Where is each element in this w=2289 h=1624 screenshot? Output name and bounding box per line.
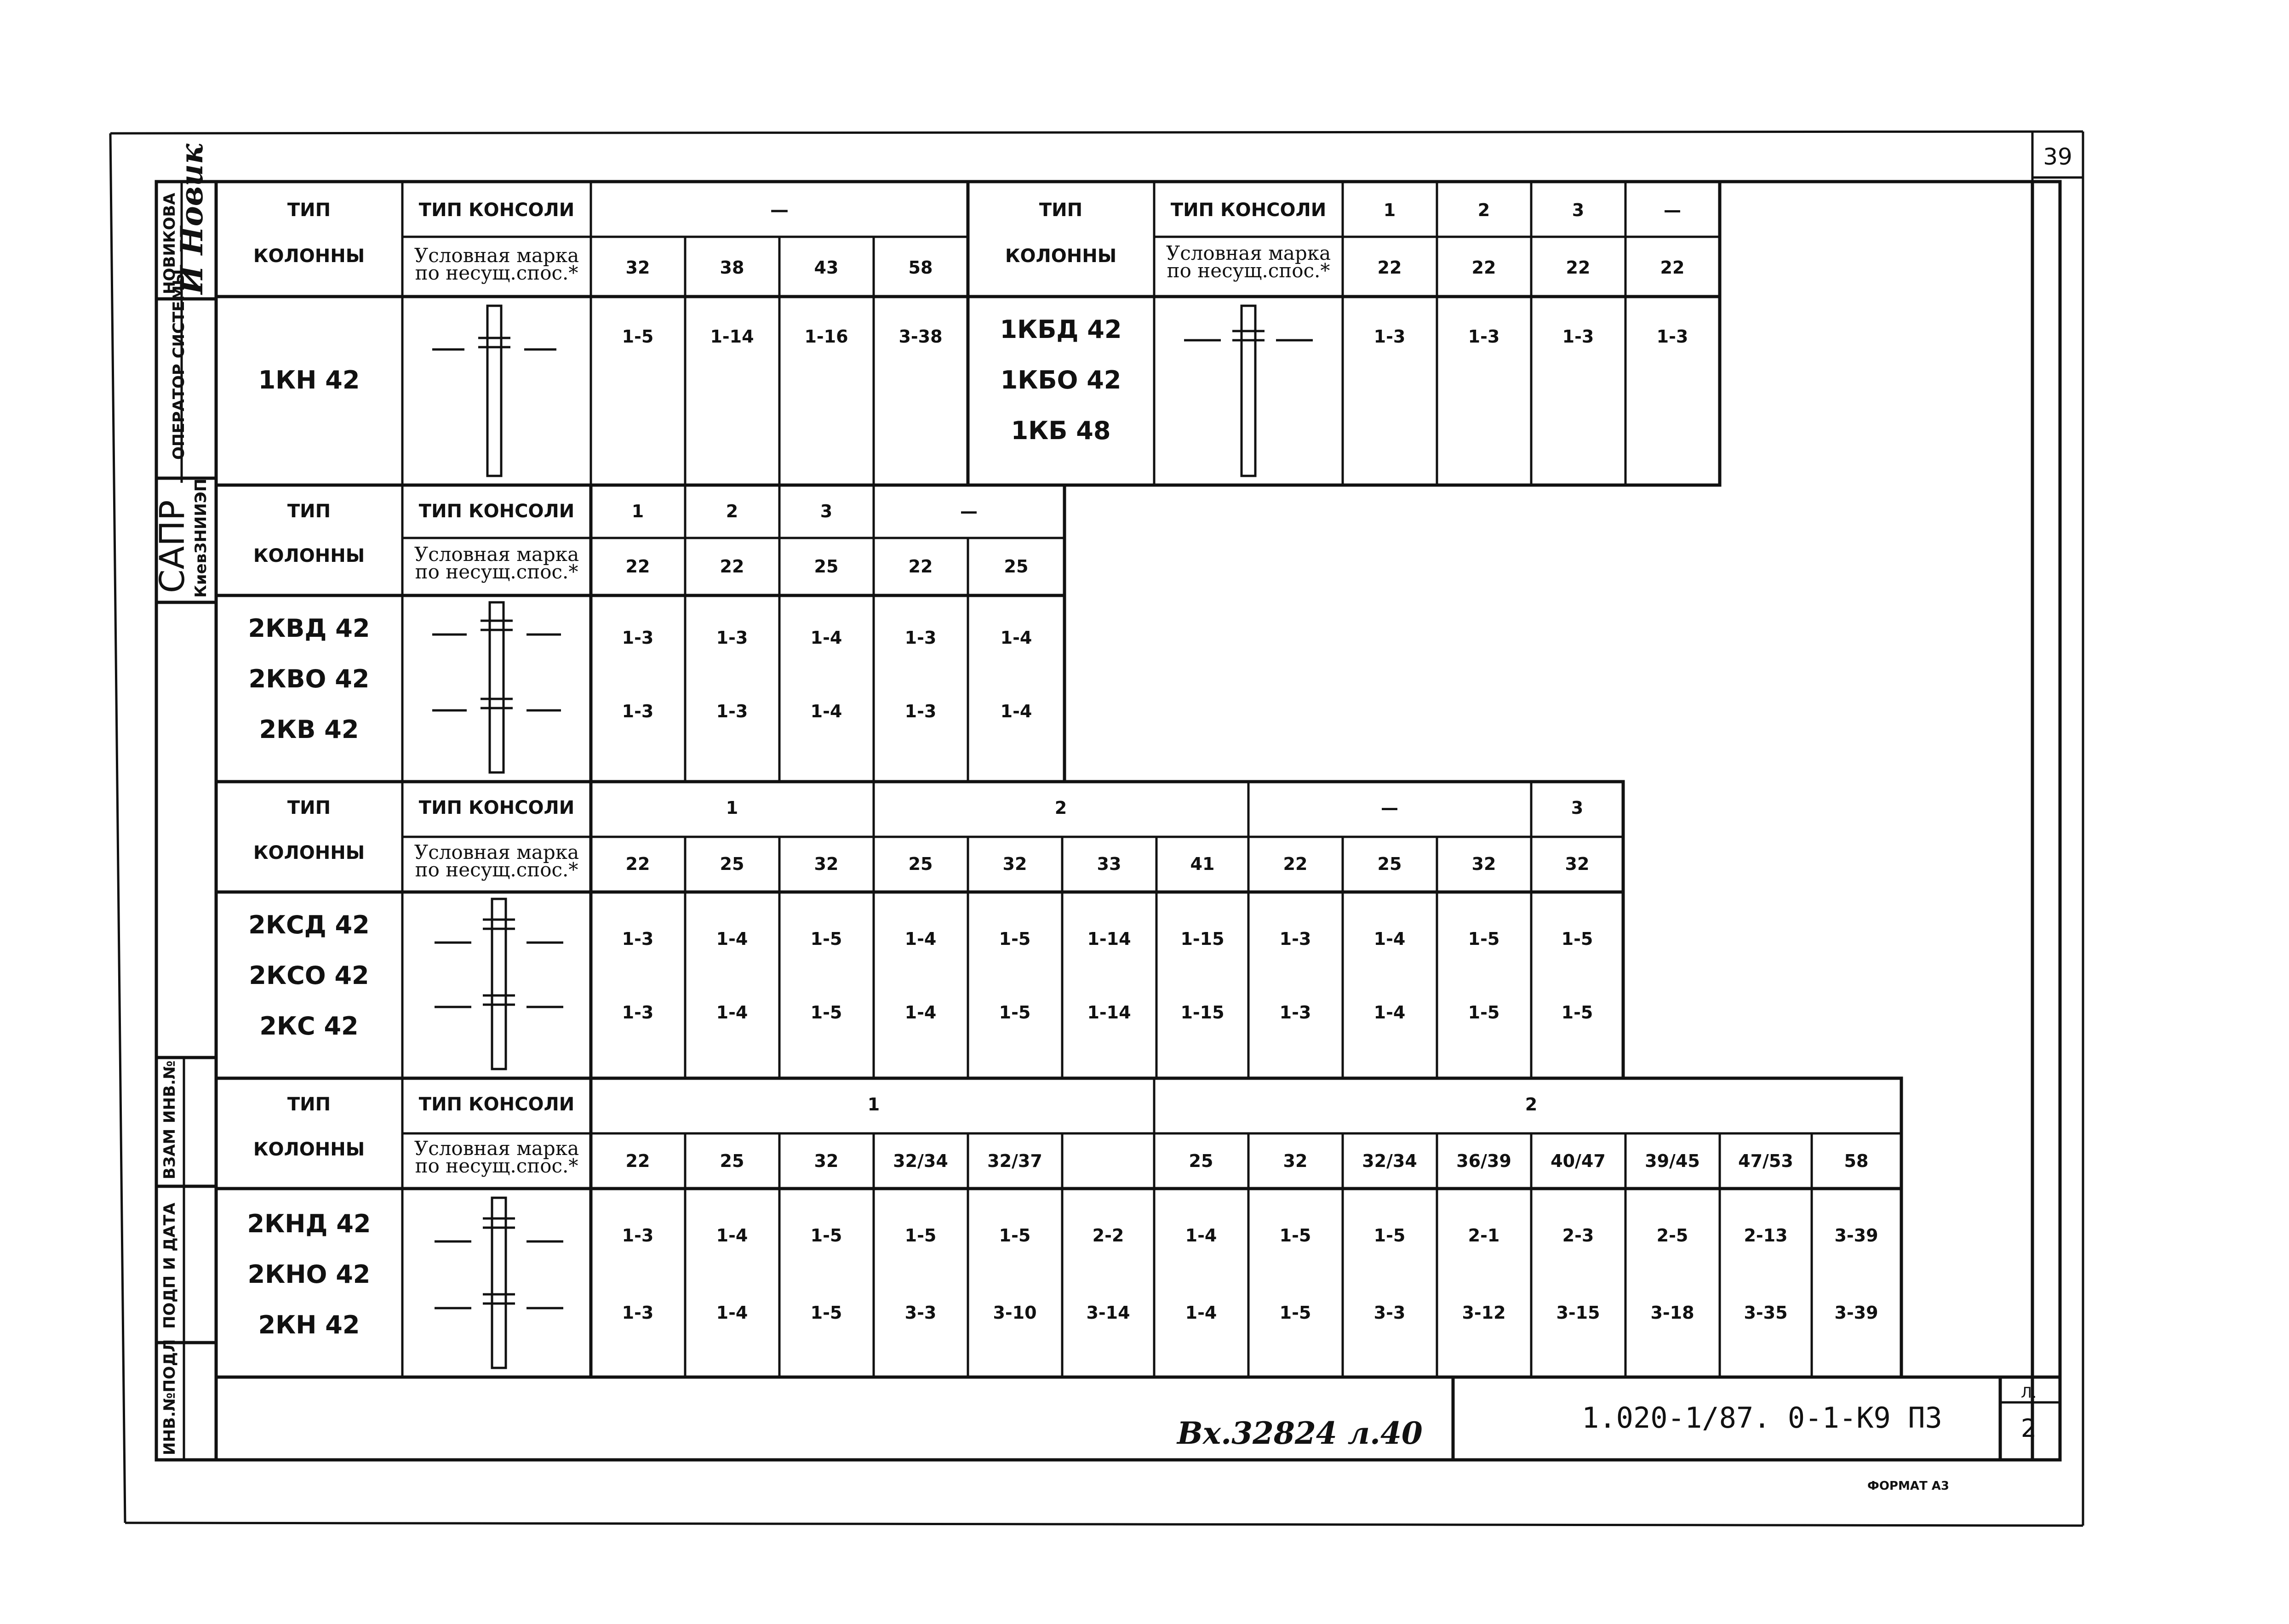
t1b-group: — bbox=[1664, 200, 1681, 220]
t2-column-name: 2КВ 42 bbox=[259, 715, 359, 744]
t1b-mark-val: 22 bbox=[1566, 257, 1591, 278]
t4-mark-val: 25 bbox=[1189, 1151, 1213, 1171]
handwritten-registration: Вх.32824 л.40 bbox=[1177, 1415, 1423, 1451]
table-4-grid bbox=[216, 1078, 1901, 1377]
t4-mark-val: 36/39 bbox=[1456, 1151, 1511, 1171]
t4-cell: 1-4 bbox=[716, 1225, 748, 1246]
t1b-group: 1 bbox=[1383, 200, 1396, 220]
t4-column-name: 2КН 42 bbox=[258, 1310, 360, 1339]
t3-mark-2: по несущ.спос.* bbox=[415, 858, 578, 881]
t1b-mark-2: по несущ.спос.* bbox=[1167, 259, 1330, 282]
t3-mark-val: 32 bbox=[1471, 854, 1496, 874]
format-label: ФОРМАТ А3 bbox=[1867, 1479, 1949, 1493]
t1b-column-name: 1КБО 42 bbox=[1000, 366, 1122, 395]
column-sketch-icon bbox=[432, 602, 561, 772]
t3-group: — bbox=[1381, 798, 1398, 818]
page-number: 39 bbox=[2043, 143, 2072, 170]
t1-mark-val: 32 bbox=[625, 257, 650, 278]
t2-group: 1 bbox=[631, 501, 644, 521]
t1b-mark-val: 22 bbox=[1471, 257, 1496, 278]
t3-head-type: ТИП bbox=[287, 797, 331, 818]
t1b-mark-1: Условная марка bbox=[1166, 242, 1331, 264]
side-vzam: ВЗАМ ИНВ.№ bbox=[160, 1060, 179, 1179]
t3-cell: 1-4 bbox=[904, 929, 937, 949]
t3-cell: 1-4 bbox=[1373, 929, 1406, 949]
column-sketch-icon bbox=[435, 1198, 563, 1368]
t1-mark-val: 58 bbox=[908, 257, 933, 278]
t4-group: 2 bbox=[1525, 1094, 1538, 1115]
t1b-group: 2 bbox=[1477, 200, 1490, 220]
t3-cell: 1-4 bbox=[716, 1002, 748, 1023]
t3-mark-val: 32 bbox=[1002, 854, 1027, 874]
t4-cell: 3-10 bbox=[993, 1303, 1037, 1323]
t2-head-type: ТИП bbox=[287, 501, 331, 522]
t3-cell: 1-5 bbox=[1468, 929, 1500, 949]
t4-head-console: ТИП КОНСОЛИ bbox=[418, 1094, 575, 1115]
t4-cell: 2-13 bbox=[1744, 1225, 1788, 1246]
t4-cell: 3-35 bbox=[1744, 1303, 1788, 1323]
t4-cell: 3-39 bbox=[1834, 1225, 1878, 1246]
t4-cell: 3-12 bbox=[1462, 1303, 1506, 1323]
t4-column-name: 2КНД 42 bbox=[247, 1209, 371, 1238]
t4-cell: 3-39 bbox=[1834, 1303, 1878, 1323]
document-code: 1.020-1/87. 0-1-К9 ПЗ bbox=[1582, 1401, 1942, 1435]
t3-group: 1 bbox=[726, 798, 738, 818]
t3-cell: 1-5 bbox=[999, 929, 1031, 949]
t2-mark-val: 25 bbox=[814, 556, 839, 577]
t3-mark-val: 25 bbox=[720, 854, 744, 874]
t4-mark-val: 25 bbox=[720, 1151, 744, 1171]
t2-cell: 1-3 bbox=[622, 628, 654, 648]
t3-head-columns: КОЛОННЫ bbox=[253, 842, 365, 863]
t1-cell: 3-38 bbox=[898, 326, 943, 347]
t4-mark-val: 47/53 bbox=[1738, 1151, 1793, 1171]
t1b-column-name: 1КБ 48 bbox=[1011, 416, 1111, 445]
t4-cell: 1-5 bbox=[1279, 1303, 1311, 1323]
t3-cell: 1-14 bbox=[1087, 929, 1131, 949]
side-operator: ОПЕРАТОР СИСТЕМЫ bbox=[170, 269, 188, 460]
t3-cell: 1-5 bbox=[999, 1002, 1031, 1023]
t1b-head-columns: КОЛОННЫ bbox=[1005, 246, 1117, 267]
t1b-head-console: ТИП КОНСОЛИ bbox=[1170, 200, 1327, 221]
t4-mark-val: 32 bbox=[814, 1151, 839, 1171]
t3-column-name: 2КСД 42 bbox=[248, 910, 370, 939]
t4-cell: 3-18 bbox=[1650, 1303, 1694, 1323]
column-sketch-icon bbox=[435, 899, 563, 1069]
side-name: НОВИКОВА bbox=[160, 193, 179, 294]
t3-cell: 1-5 bbox=[1561, 1002, 1593, 1023]
column-sketch-icon bbox=[1184, 306, 1313, 476]
t4-cell: 1-5 bbox=[904, 1225, 937, 1246]
t4-column-name: 2КНО 42 bbox=[247, 1260, 371, 1289]
t1-mark-1: Условная марка bbox=[414, 244, 579, 267]
t3-cell: 1-4 bbox=[904, 1002, 937, 1023]
side-org: КиевЗНИИЭП bbox=[192, 478, 210, 598]
t1b-mark-val: 22 bbox=[1377, 257, 1402, 278]
column-sketch-icon bbox=[432, 306, 556, 476]
t1-cell: 1-5 bbox=[622, 326, 654, 347]
t4-cell: 1-4 bbox=[1185, 1303, 1217, 1323]
t3-column-name: 2КС 42 bbox=[259, 1012, 359, 1041]
t2-mark-val: 22 bbox=[720, 556, 744, 577]
t3-cell: 1-4 bbox=[716, 929, 748, 949]
t1b-mark-val: 22 bbox=[1660, 257, 1685, 278]
t1-head-columns: КОЛОННЫ bbox=[253, 246, 365, 267]
t4-head-columns: КОЛОННЫ bbox=[253, 1139, 365, 1160]
t3-cell: 1-5 bbox=[810, 929, 842, 949]
t3-group: 2 bbox=[1054, 798, 1067, 818]
t4-cell: 3-14 bbox=[1086, 1303, 1130, 1323]
t3-head-console: ТИП КОНСОЛИ bbox=[418, 797, 575, 818]
t3-mark-val: 33 bbox=[1097, 854, 1122, 874]
t1b-cell: 1-3 bbox=[1656, 326, 1688, 347]
t1-mark-val: 43 bbox=[814, 257, 839, 278]
t4-cell: 1-5 bbox=[810, 1225, 842, 1246]
t4-cell: 3-15 bbox=[1556, 1303, 1600, 1323]
t3-mark-val: 32 bbox=[814, 854, 839, 874]
t3-cell: 1-3 bbox=[622, 929, 654, 949]
t4-cell: 1-3 bbox=[622, 1303, 654, 1323]
t4-cell: 1-4 bbox=[1185, 1225, 1217, 1246]
t3-mark-val: 25 bbox=[1377, 854, 1402, 874]
t3-group: 3 bbox=[1571, 798, 1584, 818]
t1b-head-type: ТИП bbox=[1039, 200, 1083, 221]
t2-cell: 1-4 bbox=[1000, 628, 1032, 648]
t2-head-columns: КОЛОННЫ bbox=[253, 545, 365, 566]
side-inv: ИНВ.№ПОДЛ bbox=[160, 1339, 179, 1455]
t3-cell: 1-3 bbox=[1279, 929, 1311, 949]
t2-mark-val: 25 bbox=[1004, 556, 1029, 577]
t4-mark-val: 32/34 bbox=[1362, 1151, 1417, 1171]
t4-mark-val: 32/37 bbox=[987, 1151, 1042, 1171]
t4-cell: 1-5 bbox=[810, 1303, 842, 1323]
t4-cell: 1-5 bbox=[999, 1225, 1031, 1246]
t4-cell: 2-5 bbox=[1656, 1225, 1688, 1246]
t2-column-name: 2КВО 42 bbox=[248, 664, 370, 693]
t2-cell: 1-4 bbox=[810, 701, 842, 721]
t4-mark-val: 22 bbox=[625, 1151, 650, 1171]
t4-mark-val: 40/47 bbox=[1551, 1151, 1606, 1171]
t1b-cell: 1-3 bbox=[1468, 326, 1500, 347]
t2-cell: 1-3 bbox=[716, 628, 748, 648]
t1-head-type: ТИП bbox=[287, 200, 331, 221]
t4-mark-2: по несущ.спос.* bbox=[415, 1155, 578, 1177]
sheet-label: Л. bbox=[2020, 1384, 2037, 1401]
side-sapr: САПР bbox=[153, 500, 192, 593]
t3-cell: 1-3 bbox=[1279, 1002, 1311, 1023]
t1-group-0: — bbox=[770, 200, 789, 221]
t2-mark-1: Условная марка bbox=[414, 543, 579, 566]
t1b-column-name: 1КБД 42 bbox=[1000, 315, 1122, 344]
t4-cell: 1-5 bbox=[1279, 1225, 1311, 1246]
t4-mark-val: 39/45 bbox=[1645, 1151, 1700, 1171]
t2-cell: 1-3 bbox=[622, 701, 654, 721]
t4-cell: 3-3 bbox=[904, 1303, 937, 1323]
t3-cell: 1-15 bbox=[1180, 1002, 1225, 1023]
t1-head-console: ТИП КОНСОЛИ bbox=[418, 200, 575, 221]
t1-cell: 1-16 bbox=[804, 326, 848, 347]
side-podp: ПОДП И ДАТА bbox=[160, 1202, 179, 1329]
t4-mark-val: 32/34 bbox=[893, 1151, 948, 1171]
t4-cell: 2-2 bbox=[1092, 1225, 1124, 1246]
t4-mark-val: 58 bbox=[1844, 1151, 1869, 1171]
t1b-group: 3 bbox=[1572, 200, 1585, 220]
t1-mark-val: 38 bbox=[720, 257, 744, 278]
t4-cell: 1-3 bbox=[622, 1225, 654, 1246]
t3-cell: 1-3 bbox=[622, 1002, 654, 1023]
t2-group: 2 bbox=[726, 501, 738, 521]
t2-cell: 1-3 bbox=[904, 628, 937, 648]
t3-cell: 1-5 bbox=[810, 1002, 842, 1023]
t3-mark-val: 41 bbox=[1190, 854, 1215, 874]
t2-mark-val: 22 bbox=[625, 556, 650, 577]
t3-column-name: 2КСО 42 bbox=[249, 961, 369, 990]
t3-cell: 1-4 bbox=[1373, 1002, 1406, 1023]
t2-mark-val: 22 bbox=[908, 556, 933, 577]
t3-cell: 1-14 bbox=[1087, 1002, 1131, 1023]
t2-mark-2: по несущ.спос.* bbox=[415, 560, 578, 583]
t4-mark-1: Условная марка bbox=[414, 1137, 579, 1160]
t2-group: — bbox=[960, 501, 978, 521]
t3-mark-1: Условная марка bbox=[414, 841, 579, 863]
t1b-cell: 1-3 bbox=[1373, 326, 1406, 347]
t1-column-name: 1КН 42 bbox=[258, 366, 360, 395]
t3-cell: 1-5 bbox=[1468, 1002, 1500, 1023]
t2-cell: 1-4 bbox=[810, 628, 842, 648]
t2-head-console: ТИП КОНСОЛИ bbox=[418, 501, 575, 522]
t2-group: 3 bbox=[820, 501, 833, 521]
t4-cell: 3-3 bbox=[1373, 1303, 1406, 1323]
t2-cell: 1-3 bbox=[716, 701, 748, 721]
t2-column-name: 2КВД 42 bbox=[248, 614, 370, 643]
sheet-number: 2 bbox=[2020, 1414, 2037, 1443]
t4-head-type: ТИП bbox=[287, 1094, 331, 1115]
t3-cell: 1-5 bbox=[1561, 929, 1593, 949]
t4-mark-val: 32 bbox=[1283, 1151, 1308, 1171]
t3-mark-val: 32 bbox=[1565, 854, 1590, 874]
t2-cell: 1-4 bbox=[1000, 701, 1032, 721]
t2-cell: 1-3 bbox=[904, 701, 937, 721]
t4-cell: 1-4 bbox=[716, 1303, 748, 1323]
t4-cell: 1-5 bbox=[1373, 1225, 1406, 1246]
t4-cell: 2-3 bbox=[1562, 1225, 1594, 1246]
t3-cell: 1-15 bbox=[1180, 929, 1225, 949]
t1-mark-2: по несущ.спос.* bbox=[415, 262, 578, 284]
t4-cell: 2-1 bbox=[1468, 1225, 1500, 1246]
t1-cell: 1-14 bbox=[710, 326, 754, 347]
t3-mark-val: 25 bbox=[908, 854, 933, 874]
t1b-cell: 1-3 bbox=[1562, 326, 1594, 347]
t4-group: 1 bbox=[867, 1094, 880, 1115]
t3-mark-val: 22 bbox=[625, 854, 650, 874]
side-signature: И Новик bbox=[174, 143, 210, 294]
t3-mark-val: 22 bbox=[1283, 854, 1308, 874]
